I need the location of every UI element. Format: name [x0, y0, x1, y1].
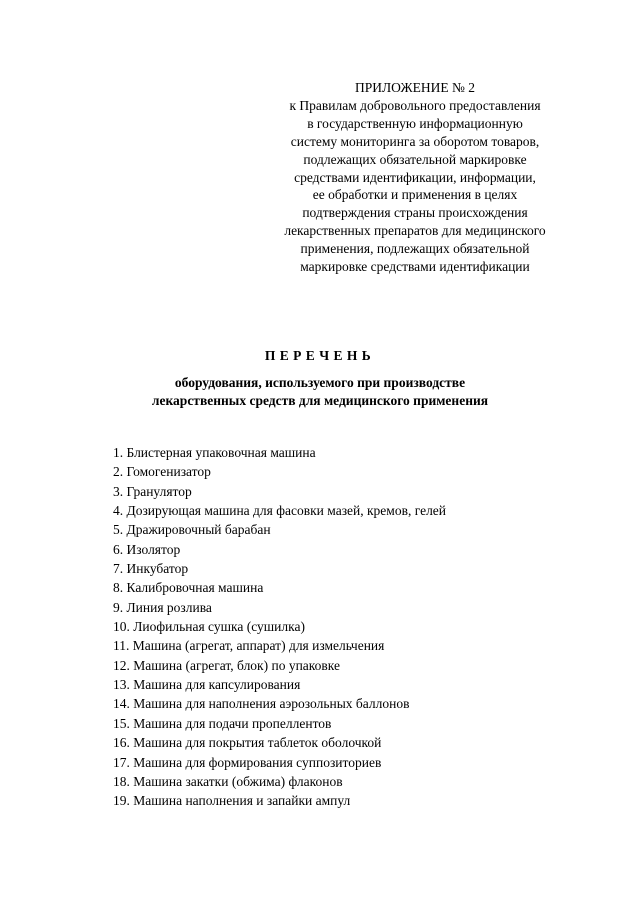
document-heading: ПЕРЕЧЕНЬ — [264, 348, 376, 363]
list-item: 15. Машина для подачи пропеллентов — [113, 715, 332, 731]
appendix-line: подлежащих обязательной маркировке — [303, 151, 527, 167]
appendix-line: в государственную информационную — [307, 115, 523, 131]
list-item: 18. Машина закатки (обжима) флаконов — [113, 773, 343, 789]
subheading-line: оборудования, используемого при производстве — [174, 375, 466, 390]
appendix-block — [250, 79, 580, 276]
document-subheading — [0, 374, 640, 410]
equipment-list — [113, 443, 446, 811]
appendix-line: подтверждения страны происхождения — [302, 205, 528, 221]
appendix-line: лекарственных препаратов для медицинского — [284, 223, 546, 239]
list-item: 4. Дозирующая машина для фасовки мазей, кремов, гелей — [113, 503, 447, 519]
list-item: 14. Машина для наполнения аэрозольных баллонов — [113, 696, 410, 712]
list-item: 1. Блистерная упаковочная машина — [113, 445, 316, 460]
list-item: 3. Гранулятор — [113, 483, 192, 499]
list-item: 9. Линия розлива — [113, 599, 212, 615]
appendix-line: средствами идентификации, информации, — [294, 169, 536, 185]
list-item: 11. Машина (агрегат, аппарат) для измельчения — [113, 638, 385, 654]
list-item: 10. Лиофильная сушка (сушилка) — [113, 619, 305, 635]
appendix-line: применения, подлежащих обязательной — [300, 241, 530, 257]
appendix-line: к Правилам добровольного предоставления — [289, 97, 541, 113]
list-item: 12. Машина (агрегат, блок) по упаковке — [113, 657, 341, 673]
appendix-line: систему мониторинга за оборотом товаров, — [290, 133, 540, 149]
list-item: 2. Гомогенизатор — [113, 464, 211, 480]
list-item: 7. Инкубатор — [113, 561, 189, 577]
subheading-line: лекарственных средств для медицинского применения — [151, 392, 489, 408]
list-item: 8. Калибровочная машина — [113, 580, 264, 596]
list-item: 16. Машина для покрытия таблеток оболочкой — [113, 735, 382, 751]
list-item: 5. Дражировочный барабан — [113, 522, 271, 538]
appendix-line: ее обработки и применения в целях — [312, 187, 518, 203]
appendix-title: ПРИЛОЖЕНИЕ № 2 — [354, 80, 476, 95]
list-item: 13. Машина для капсулирования — [113, 677, 301, 693]
list-item: 17. Машина для формирования суппозиториев — [113, 754, 382, 770]
appendix-line: маркировке средствами идентификации — [300, 259, 530, 275]
list-item: 19. Машина наполнения и запайки ампул — [113, 793, 351, 809]
list-item: 6. Изолятор — [113, 541, 181, 557]
